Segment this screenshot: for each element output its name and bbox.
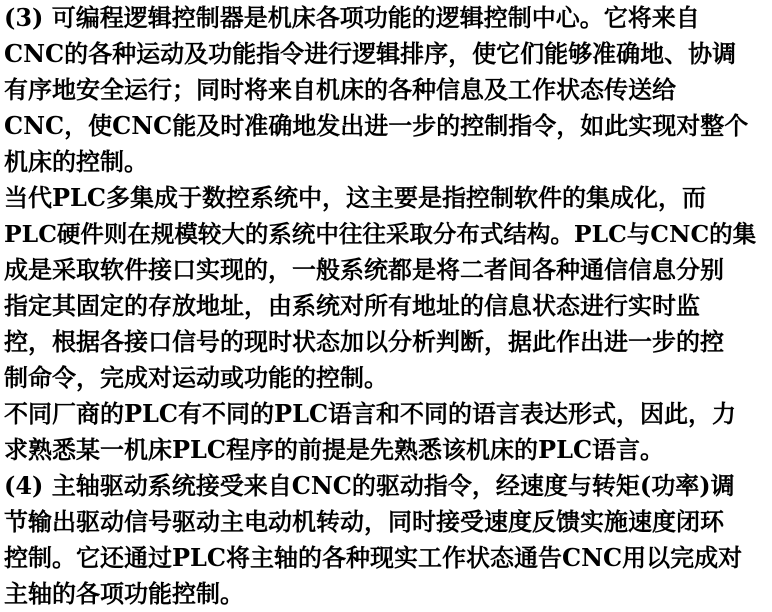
text-line: 不同厂商的PLC有不同的PLC语言和不同的语言表达形式，因此，力 <box>4 399 737 428</box>
text-line: 指定其固定的存放地址，由系统对所有地址的信息状态进行实时监 <box>4 291 700 320</box>
text-line: 有序地安全运行；同时将来自机床的各种信息及工作状态传送给 <box>4 75 676 104</box>
text-line: 主轴的各项功能控制。 <box>4 579 244 608</box>
text-line: (4) 主轴驱动系统接受来自CNC的驱动指令，经速度与转矩(功率)调 <box>4 471 735 500</box>
text-line: 当代PLC多集成于数控系统中，这主要是指控制软件的集成化，而 <box>4 183 707 212</box>
text-line: 控，根据各接口信号的现时状态加以分析判断，据此作出进一步的控 <box>4 327 724 356</box>
text-line: 制命令，完成对运动或功能的控制。 <box>4 363 388 392</box>
text-line: 成是采取软件接口实现的，一般系统都是将二者间各种通信信息分别 <box>4 255 724 284</box>
text-line: CNC，使CNC能及时准确地发出进一步的控制指令，如此实现对整个 <box>4 111 749 140</box>
text-line: PLC硬件则在规模较大的系统中往往采取分布式结构。PLC与CNC的集 <box>4 220 757 248</box>
text-line: 节输出驱动信号驱动主电动机转动，同时接受速度反馈实施速度闭环 <box>4 507 724 536</box>
text-line: 求熟悉某一机床PLC程序的前提是先熟悉该机床的PLC语言。 <box>4 435 665 464</box>
text-line: CNC的各种运动及功能指令进行逻辑排序，使它们能够准确地、协调 <box>4 39 737 68</box>
text-line: 机床的控制。 <box>4 147 148 176</box>
text-line: (3) 可编程逻辑控制器是机床各项功能的逻辑控制中心。它将来自 <box>4 3 700 32</box>
text-line: 控制。它还通过PLC将主轴的各种现实工作状态通告CNC用以完成对 <box>4 543 743 572</box>
